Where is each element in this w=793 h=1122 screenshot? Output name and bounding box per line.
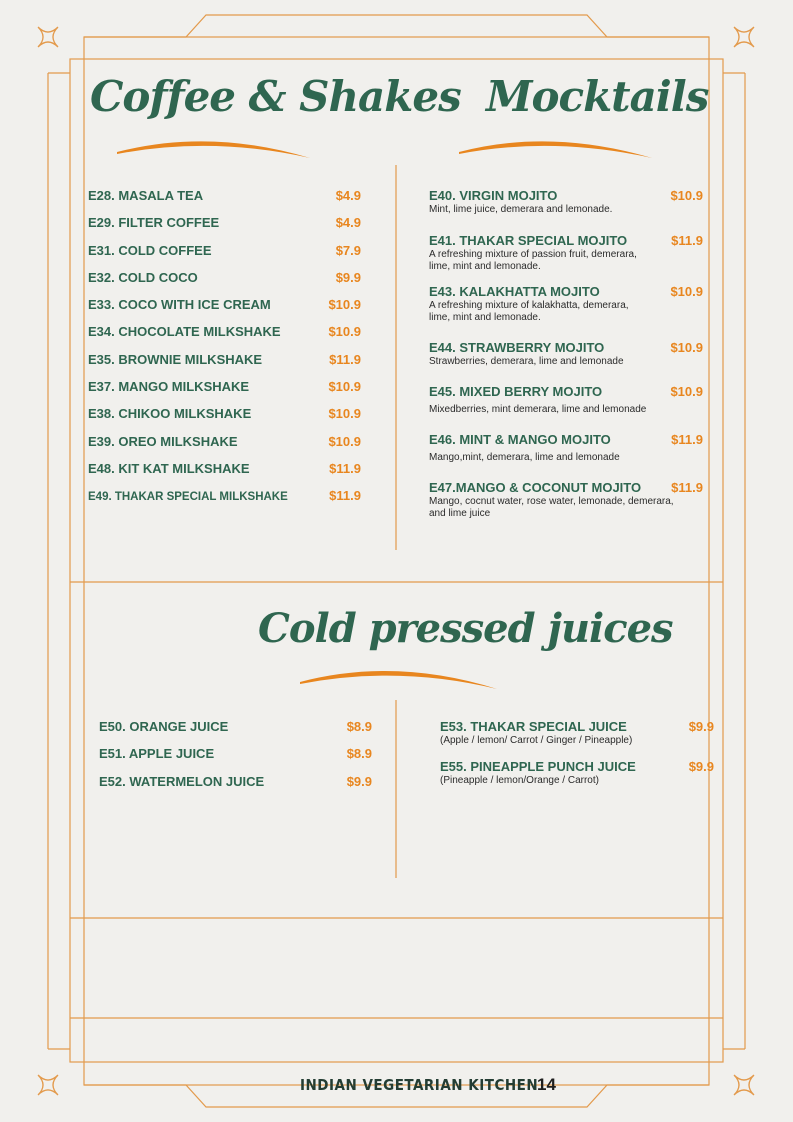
item-description: A refreshing mixture of passion fruit, demerara, lime, mint and lemonade.: [429, 249, 637, 272]
item-price: $8.9: [346, 719, 372, 734]
item-price: $11.9: [671, 233, 703, 248]
juices-left-list: [99, 719, 372, 801]
item-name: E50. ORANGE JUICE: [99, 719, 229, 734]
item-price: $9.9: [335, 269, 361, 285]
item-name: E46. MINT & MANGO MOJITO: [429, 432, 611, 447]
menu-item: [440, 719, 714, 759]
item-price: $9.9: [688, 759, 714, 774]
cold-pressed-juices-heading: Cold pressed juices: [258, 605, 673, 652]
item-name: E37. MANGO MILKSHAKE: [88, 379, 250, 395]
mocktails-heading: Mocktails: [486, 72, 709, 121]
item-price: $4.9: [335, 188, 361, 203]
menu-item: [88, 324, 361, 351]
item-price: $10.9: [328, 406, 361, 422]
menu-item: [88, 406, 361, 433]
menu-item: [88, 215, 361, 242]
item-price: $8.9: [346, 746, 372, 762]
item-name: E33. COCO WITH ICE CREAM: [88, 297, 271, 313]
menu-item: [88, 379, 361, 406]
menu-item: [429, 284, 703, 340]
menu-item: [88, 461, 361, 488]
item-name: E48. KIT KAT MILKSHAKE: [88, 460, 250, 476]
menu-item: [99, 746, 372, 773]
menu-item: [440, 759, 714, 799]
item-price: $11.9: [671, 480, 703, 495]
item-price: $11.9: [329, 351, 361, 367]
juices-right-list: [440, 719, 714, 799]
item-description: Strawberries, demerara, lime and lemonade: [429, 356, 624, 367]
coffee-shakes-heading: Coffee & Shakes: [90, 72, 461, 121]
menu-item: [429, 480, 703, 524]
item-name: E40. VIRGIN MOJITO: [429, 188, 558, 203]
item-price: $9.9: [346, 773, 372, 789]
item-name: E53. THAKAR SPECIAL JUICE: [440, 719, 627, 734]
page-number: 14: [537, 1075, 556, 1094]
item-description: Mixedberries, mint demerara, lime and lemonade: [429, 404, 647, 415]
item-price: $11.9: [671, 432, 703, 447]
menu-item: [99, 719, 372, 746]
item-name: E38. CHIKOO MILKSHAKE: [88, 406, 252, 422]
item-description: Mint, lime juice, demerara and lemonade.: [429, 204, 613, 215]
item-price: $11.9: [329, 488, 361, 504]
item-name: E45. MIXED BERRY MOJITO: [429, 384, 603, 399]
menu-item: [88, 434, 361, 461]
menu-item: [88, 488, 361, 515]
menu-item: [429, 384, 703, 432]
item-price: $11.9: [329, 460, 361, 476]
menu-item: [88, 352, 361, 379]
item-description: A refreshing mixture of kalakhatta, demerara, lime, mint and lemonade.: [429, 300, 629, 323]
item-name: E39. OREO MILKSHAKE: [88, 433, 238, 449]
menu-item: [88, 270, 361, 297]
item-price: $10.9: [670, 188, 703, 203]
item-name: E35. BROWNIE MILKSHAKE: [88, 351, 263, 367]
item-name: E34. CHOCOLATE MILKSHAKE: [88, 324, 281, 340]
item-price: $10.9: [328, 297, 361, 313]
item-price: $10.9: [328, 433, 361, 449]
item-name: E55. PINEAPPLE PUNCH JUICE: [440, 759, 636, 774]
item-price: $10.9: [670, 384, 703, 399]
item-name: E41. THAKAR SPECIAL MOJITO: [429, 233, 628, 248]
mocktails-list: [429, 188, 703, 524]
item-price: $4.9: [335, 215, 361, 231]
item-name: E51. APPLE JUICE: [99, 746, 215, 762]
item-name: E31. COLD COFFEE: [88, 242, 212, 258]
item-description: Mango,mint, demerara, lime and lemonade: [429, 452, 620, 463]
item-name: E29. FILTER COFFEE: [88, 215, 220, 231]
item-price: $9.9: [688, 719, 714, 734]
menu-item: [88, 188, 361, 215]
coffee-shakes-list: [88, 188, 361, 516]
item-price: $10.9: [670, 284, 703, 299]
item-name: E52. WATERMELON JUICE: [99, 773, 265, 789]
item-name: E28. MASALA TEA: [88, 188, 204, 203]
item-name: E49. THAKAR SPECIAL MILKSHAKE: [88, 491, 288, 504]
item-price: $10.9: [328, 379, 361, 395]
menu-item: [429, 340, 703, 384]
item-description: Mango, cocnut water, rose water, lemonade, demerara, and lime juice: [429, 496, 674, 519]
item-name: E47.MANGO & COCONUT MOJITO: [429, 480, 642, 495]
menu-item: [429, 188, 703, 233]
menu-item: [88, 243, 361, 270]
item-description: (Pineapple / lemon/Orange / Carrot): [440, 775, 599, 786]
item-name: E44. STRAWBERRY MOJITO: [429, 340, 605, 355]
item-price: $10.9: [328, 324, 361, 340]
menu-item: [88, 297, 361, 324]
menu-item: [99, 774, 372, 801]
item-price: $7.9: [335, 242, 361, 258]
menu-item: [429, 432, 703, 480]
item-name: E32. COLD COCO: [88, 269, 198, 285]
item-description: (Apple / lemon/ Carrot / Ginger / Pineapple): [440, 735, 633, 746]
item-name: E43. KALAKHATTA MOJITO: [429, 284, 600, 299]
item-price: $10.9: [670, 340, 703, 355]
restaurant-name-footer: INDIAN VEGETARIAN KITCHEN: [300, 1076, 539, 1094]
menu-item: [429, 233, 703, 284]
